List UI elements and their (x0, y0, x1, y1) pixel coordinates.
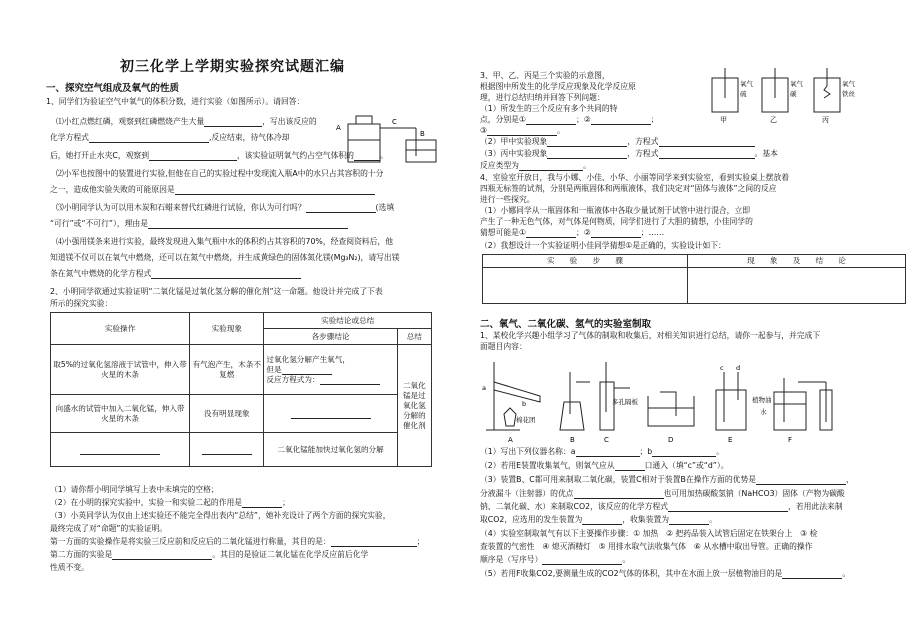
q2-text-b: 所示的探究实验： (50, 299, 113, 308)
p1-4: （4）实验室制取氧气有以下主要操作步骤：① 加热 ② 把药品装入试管后固定在铁架台上 ③ 检 (480, 529, 818, 538)
q1-2b: 之一，造成他实验失败的可能原因是 (50, 184, 375, 195)
svg-text:A: A (336, 124, 341, 132)
th-phen: 实验现象 (190, 313, 264, 345)
app-label-a: A (508, 436, 513, 444)
q2-3f: 性质不变。 (50, 563, 89, 572)
p1-text: 1、某校化学兴趣小组学习了气体的制取和收集后，对相关知识进行总结，请你一起参与，并完成下 (480, 331, 821, 340)
fig-label-o2-3: 氧气 (842, 80, 855, 88)
q1-4c: 条在氮气中燃烧的化学方程式 (50, 268, 301, 279)
r1-phen: 有气泡产生，木条不复燃 (190, 345, 264, 395)
p1-3: （3）装置B、C都可用来制取二氧化碳，装置C相对于装置B在操作方面的优势是 ， (480, 475, 854, 484)
th-concl: 实验结论或总结 (264, 313, 432, 329)
app-text-plate: 多孔隔板 (612, 398, 638, 406)
q1-1c: 化学方程式 ,反应结束，待气体冷却 (50, 133, 290, 142)
q4-text-b: 四瓶无标签的试剂，分别是两瓶固体和两瓶液体，我们决定对“固体与液体”之间的反应 (480, 184, 777, 193)
q3-1: （1）所发生的三个反应有多个共同的特 (480, 104, 618, 113)
page-title: 初三化学上学期实验探究试题汇编 (120, 59, 345, 75)
th-sum: 总结 (397, 329, 431, 345)
fig-label-yi: 乙 (770, 116, 777, 124)
q4-text: 4、室验室开放日，我与小娜、小佳、小华、小丽等同学来到实验室，看到实验桌上摆放着 (480, 173, 790, 182)
fig-label-s: 硫 (740, 90, 747, 98)
t2-steps-cell[interactable] (483, 268, 688, 304)
p1-5: （5）若用F收集CO2,要测量生成的CO2气体的体积，其中在水面上放一层植物油目的是 。 (480, 569, 851, 578)
app-text-a: a (482, 384, 486, 392)
app-label-d: D (668, 436, 674, 444)
t2-h-steps: 实 验 步 骤 (483, 255, 688, 268)
r3-op (51, 433, 190, 467)
q3-2: （2）甲中实验现象 ，方程式 (480, 136, 755, 147)
q3-text-c: 理，进行总结归纳并回答下列问题： (480, 93, 605, 102)
p1-3f: 取CO2，应选用的发生装置为 ，收集装置为 。 (480, 515, 717, 524)
q4-experiment-table (482, 254, 906, 304)
q2-3c: 第一方面的实验操作是将实验三反应前和反应后的二氧化锰进行称量，其目的是： ； (50, 537, 425, 546)
r1-op: 取5%的过氧化氢溶液于试管中，伸入带火星的木条 (51, 345, 190, 395)
p1-1: （1）写出下列仪器名称：a ；b 。 (480, 447, 725, 456)
q4-2: （2）我想设计一个实验证明小佳同学猜想①是正确的，实验设计如下： (480, 241, 726, 250)
th-op: 实验操作 (51, 313, 190, 345)
app-text-cotton: 棉花团 (516, 416, 536, 424)
app-label-b: B (570, 436, 575, 444)
app-label-f: F (788, 436, 793, 444)
fig-label-bing: 丙 (822, 116, 829, 124)
q2-1: （1）请你帮小明同学填写上表中未填完的空格； (50, 485, 219, 494)
app-label-e: E (728, 436, 733, 444)
fig-label-o2-2: 氧气 (790, 80, 803, 88)
q3-text: 3、甲、乙、丙是三个实验的示意图， (480, 71, 610, 80)
q3-1e: ③ 。 (480, 126, 565, 135)
r1-concl: 过氧化氢分解产生氧气， 但是 反应方程式为： (264, 345, 397, 395)
r2-phen: 没有明显现象 (190, 395, 264, 433)
p1-2: （2）若用E装置收集氧气，则氧气应从 口通入（填“c”或“d”）。 (480, 461, 729, 470)
summary-cell: 二氧化锰是过氧化氢分解的催化剂 (397, 345, 431, 467)
q2-text: 2、小明同学欲通过实验证明“二氧化锰是过氧化氢分解的催化剂”这一命题。他设计并完成了下表 (50, 287, 383, 296)
q1-4b: 知道镁不仅可以在氧气中燃烧，还可以在氮气中燃烧，并生成黄绿色的固体氮化镁(Mg₃N₂)，请写出镁 (50, 253, 400, 262)
q2-3: （3）小英同学认为仅由上述实验还不能完全得出表内“总结”，她补充设计了两个方面的探究实验， (50, 511, 391, 520)
r3-phen (190, 433, 264, 467)
app-text-oil: 植物油 (752, 396, 772, 404)
svg-text:B: B (420, 130, 425, 138)
q2-2: （2）在小明的探究实验中，实验一和实验二起的作用是 ； (50, 498, 290, 507)
q1-1e: 后，她打开止水夹C，观察到 ，该实验证明氧气约占空气体积的 。 (50, 151, 388, 160)
q3-text-b: 根据图中所发生的化学反应现象及化学反应原 (480, 82, 636, 91)
p1-4c: 顺序是（写序号） 。 (480, 555, 631, 564)
svg-text:C: C (392, 118, 397, 126)
section1-heading: 一、探究空气组成及氧气的性质 (46, 83, 180, 94)
t2-result-cell[interactable] (688, 268, 906, 304)
p1-3b: 分液漏斗（注射器）的优点 也可用加热碳酸氢钠（NaHCO3）固体（产物为碳酸 (480, 489, 845, 498)
r2-concl (264, 395, 397, 433)
q4-text-c: 进行一些探究。 (480, 195, 535, 204)
p1-3d: 钠、二氧化碳、水）来制取CO2，该反应的化学方程式 ，若用此法来制 (480, 502, 843, 511)
section2-heading: 二、氧气、二氧化碳、氢气的实验室制取 (480, 319, 652, 330)
q2-3b: 最终完成了对“命题”的实验证明。 (50, 524, 168, 533)
q3-3: （3）丙中实验现象 ，方程式 。基本 (480, 149, 778, 158)
combustion-figure (706, 62, 866, 124)
app-text-c: c (720, 364, 724, 372)
r3-concl: 二氧化锰能加快过氧化氢的分解 (264, 433, 397, 467)
q2-table (50, 312, 432, 467)
q1-2: ⑵小军也按图中的装置进行实验,但他在自己的实验过程中发现流入瓶A中的水只占其容积的十分 (56, 169, 384, 178)
t2-h-result: 现 象 及 结 论 (688, 255, 906, 268)
app-text-b: b (522, 400, 527, 408)
app-text-d: d (736, 364, 741, 372)
q1-text: 1、同学们为验证空气中氧气的体积分数，进行实验（如图所示）。请回答： (46, 97, 305, 106)
r2-op: 向盛水的试管中加入二氧化锰，伸入带火星的木条 (51, 395, 190, 433)
fig-label-o2-1: 氧气 (740, 80, 753, 88)
p1-4b: 查装置的气密性 ④ 熄灭酒精灯 ⑤ 用排水取气法收集气体 ⑥ 从水槽中取出导管。正确的操作 (480, 542, 813, 551)
phosphorus-apparatus-figure (330, 106, 450, 166)
gas-apparatus-figure (480, 352, 910, 444)
q1-4: ⑷小强用镁条来进行实验，最终发现进入集气瓶中水的体积约占其容积的70%，经查阅资料后，他 (56, 237, 393, 246)
fig-label-c: 碳 (790, 90, 797, 98)
q4-1b: 产生了一种无色气体，对气体是何物质，同学们进行了大胆的猜想，小佳同学的 (480, 217, 753, 226)
app-label-c: C (604, 436, 609, 444)
q2-3d: 第二方面的实验是 。其目的是验证二氧化锰在化学反应前后化学 (50, 550, 369, 559)
q4-1c: 猜想可能是① ；② ；…… (480, 228, 665, 237)
th-each: 各步骤结论 (264, 329, 397, 345)
q1-3c: “可行”或“不可行”），理由是 (50, 218, 348, 229)
q3-1b: 点，分别是① ；② ； (480, 115, 659, 124)
p1-text-b: 面题目内容： (480, 342, 527, 351)
q1-3: ⑶小明同学认为可以用木炭和石蜡来替代红磷进行试验，你认为可行吗？ (选填 (56, 203, 395, 212)
app-text-water: 水 (760, 408, 767, 416)
q4-1: （1）小娜同学从一瓶固体和一瓶液体中各取少量试剂于试管中进行混合，立即 (480, 206, 751, 215)
fig-label-jia: 甲 (720, 116, 727, 124)
fig-label-fe: 铁丝 (842, 90, 855, 98)
q3-3d: 反应类型为 。 (480, 161, 591, 170)
q1-1a: ⑴小红点燃红磷，观察到红磷燃烧产生大量 ，写出该反应的 (56, 117, 317, 126)
